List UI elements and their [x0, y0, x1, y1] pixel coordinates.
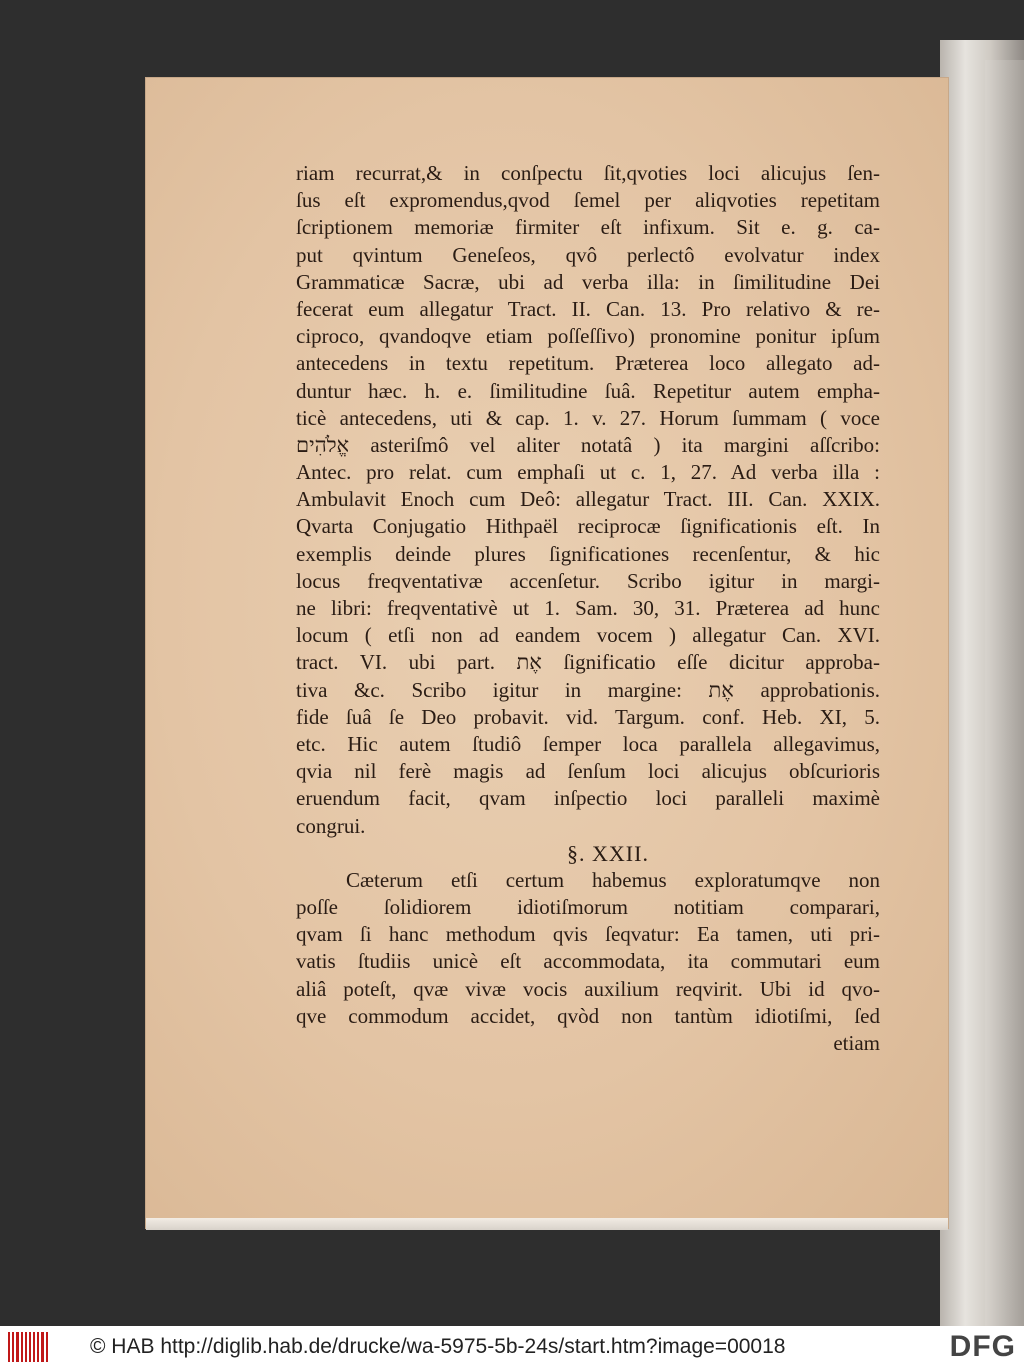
barcode-icon: [8, 1332, 48, 1362]
page-text: [296, 160, 880, 1057]
text-line: fide ſuâ ſe Deo probavit. vid. Targum. conf. Heb. XI, 5.: [296, 704, 880, 729]
text-line: qve commodum accidet, qvòd non tantùm idiotiſmi, ſed: [296, 1003, 880, 1028]
dfg-logo: DFG: [949, 1330, 1016, 1363]
footer-bar: [0, 1326, 1024, 1368]
text-line: qvia nil ferè magis ad ſenſum loci alicujus obſcurioris: [296, 759, 880, 784]
text-line: duntur hæc. h. e. ſimilitudine ſuâ. Repetitur autem empha-: [296, 378, 880, 403]
page-edge: [146, 1218, 948, 1230]
section-heading: §. XXII.: [567, 840, 649, 866]
text-line: אֱלֹהִים asteriſmô vel aliter notatâ ) ita margini aſſcribo:: [296, 432, 880, 457]
text-line: qvam ſi hanc methodum qvis ſeqvatur: Ea tamen, uti pri-: [296, 922, 880, 947]
text-line: ticè antecedens, uti & cap. 1. v. 27. Horum ſummam ( voce: [296, 405, 880, 430]
text-line: locum ( etſi non ad eandem vocem ) allegatur Can. XVI.: [296, 623, 880, 648]
text-line: Qvarta Conjugatio Hithpaël reciprocæ ſignificationis eſt. In: [296, 514, 880, 539]
text-line: antecedens in textu repetitum. Præterea loco allegato ad-: [296, 351, 880, 376]
text-line: eruendum facit, qvam inſpectio loci paralleli maximè: [296, 786, 880, 811]
text-line: locus freqventativæ accenſetur. Scribo igitur in margi-: [296, 568, 880, 593]
text-line: ne libri: freqventativè ut 1. Sam. 30, 31. Præterea ad hunc: [296, 596, 880, 620]
text-line: aliâ poteſt, qvæ vivæ vocis auxilium reqvirit. Ubi id qvo-: [296, 976, 880, 1001]
text-line: exemplis deinde plures ſignificationes recenſentur, & hic: [296, 541, 880, 566]
text-line: vatis ſtudiis unicè eſt accommodata, ita commutari eum: [296, 949, 880, 974]
catchword: etiam: [833, 1031, 880, 1055]
text-line: tract. VI. ubi part. אֶת ſignificatio eſſe dicitur approba-: [296, 650, 880, 675]
text-line: ſcriptionem memoriæ firmiter eſt infixum. Sit e. g. ca-: [296, 215, 880, 240]
text-line: Ambulavit Enoch cum Deô: allegatur Tract. III. Can. XXIX.: [296, 487, 880, 512]
text-line: Cæterum etſi certum habemus exploratumqve non: [346, 867, 880, 892]
text-line: tiva &c. Scribo igitur in margine: אֶת approbationis.: [296, 677, 881, 702]
text-line: Grammaticæ Sacræ, ubi ad verba illa: in ſimilitudine Dei: [296, 269, 880, 294]
text-line: riam recurrat,& in conſpectu ſit,qvoties loci alicujus ſen-: [296, 161, 880, 185]
text-line: etc. Hic autem ſtudiô ſemper loca parallela allegavimus,: [296, 731, 880, 756]
text-line: ciproco, qvandoqve etiam poſſeſſivo) pronomine ponitur ipſum: [296, 324, 880, 349]
book-edge-shadow: [985, 60, 1024, 1326]
text-line: poſſe ſolidiorem idiotiſmorum notitiam comparari,: [296, 895, 880, 920]
credit-link[interactable]: © HAB http://diglib.hab.de/drucke/wa-5975-5b-24s/start.htm?image=00018: [90, 1335, 786, 1358]
text-line: put qvintum Geneſeos, qvô perlectô evolvatur index: [296, 242, 880, 267]
text-line: fecerat eum allegatur Tract. II. Can. 13. Pro relativo & re-: [296, 296, 880, 321]
text-line: ſus eſt expromendus,qvod ſemel per aliqvoties repetitam: [296, 188, 880, 213]
text-line: Antec. pro relat. cum emphaſi ut c. 1, 27. Ad verba illa :: [296, 460, 880, 485]
text-line: congrui.: [296, 813, 366, 838]
